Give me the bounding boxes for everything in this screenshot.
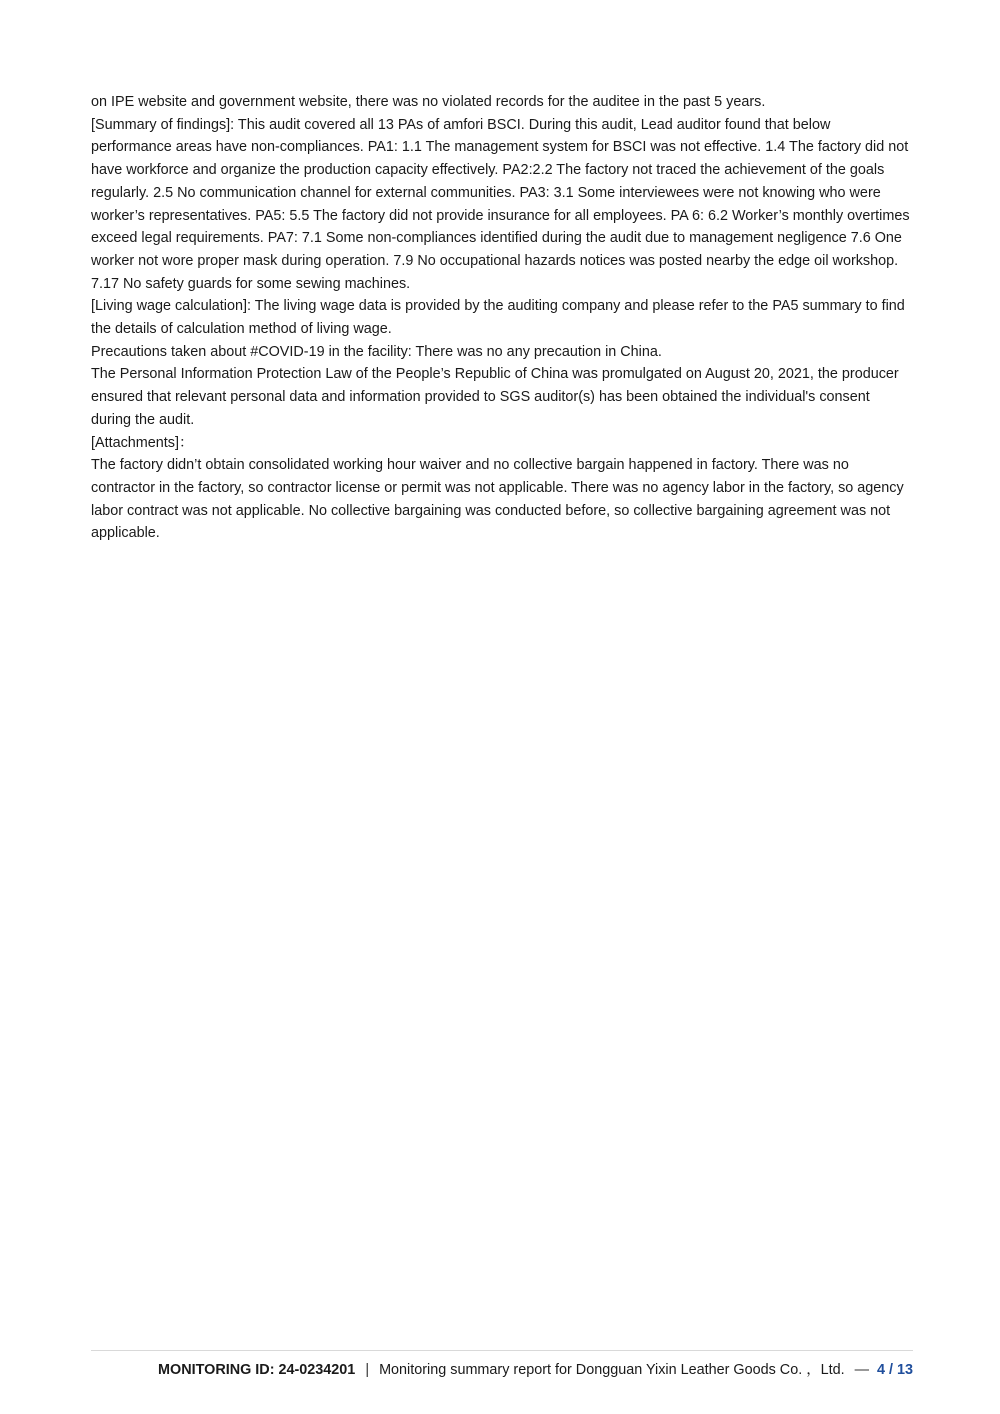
paragraph-ipe-records: on IPE website and government website, there was no violated records for the auditee in the past 5 years. (91, 94, 766, 110)
footer-dash: — (854, 1362, 869, 1378)
page-number: 4 / 13 (876, 1362, 913, 1378)
page-footer (91, 1350, 913, 1378)
footer-line (158, 1360, 913, 1380)
paragraph-covid-precautions: Precautions taken about #COVID-19 in the facility: There was no any precaution in China. (91, 343, 662, 360)
paragraph-living-wage: [Living wage calculation]: The living wage data is provided by the auditing company and please refer to the PA5 summary to find the details of calculation method of living wage. (91, 298, 905, 338)
footer-separator: | (365, 1362, 370, 1378)
monitoring-id: MONITORING ID: 24-0234201 (158, 1362, 356, 1378)
paragraph-personal-information: The Personal Information Protection Law of the People’s Republic of China was promulgated on August 20, 2021, the producer ensured that relevant personal data and information provided to SGS auditor(s) has been obtained the individual's consent during the audit. (91, 366, 899, 428)
paragraph-summary-of-findings: [Summary of findings]: This audit covered all 13 PAs of amfori BSCI. During this audit, Lead auditor found that below performance areas have non-compliances. PA1: 1.1 The management system for BSCI was not effective. 1.4 The factory did not have workforce and organize the production capacity effectively. PA2:2.2 The factory not traced the achievement of the goals regularly. 2.5 No communication channel for external communities. PA3: 3.1 Some interviewees were not knowing who were worker’s representatives. PA5: 5.5 The factory did not provide insurance for all employees. PA 6: 6.2 Worker’s monthly overtimes exceed legal requirements. PA7: 7.1 Some non-compliances identified during the audit due to management negligence 7.6 One worker not wore proper mask during operation. 7.9 No occupational hazards notices was posted nearby the edge oil workshop. 7.17 No safety guards for some sewing machines. (91, 116, 910, 292)
document-body (91, 91, 913, 545)
paragraph-attachments-detail: The factory didn’t obtain consolidated working hour waiver and no collective bargain happened in factory. There was no contractor in the factory, so contractor license or permit was not applicable. There was no agency labor in the factory, so agency labor contract was not applicable. No collective bargaining was conducted before, so collective bargaining agreement was not applicable. (91, 457, 904, 542)
report-title: Monitoring summary report for Dongguan Yixin Leather Goods Co. ，Ltd. (379, 1362, 845, 1378)
paragraph-attachments-heading: [Attachments]： (91, 434, 194, 451)
